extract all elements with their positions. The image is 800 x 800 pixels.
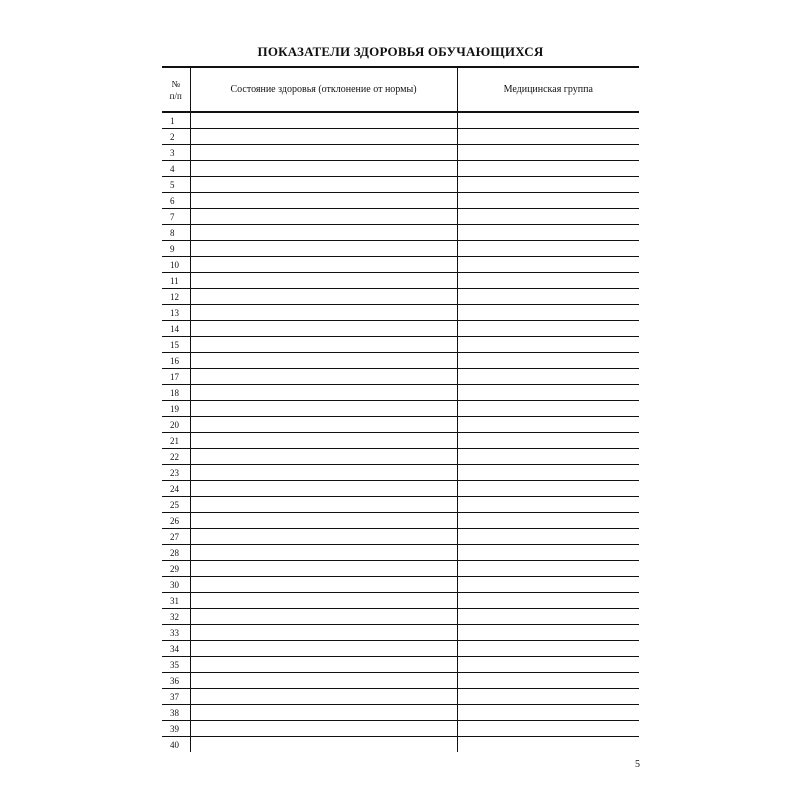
- table-row: [162, 192, 639, 208]
- medical-group-cell[interactable]: [457, 416, 639, 432]
- health-state-cell[interactable]: [190, 144, 457, 160]
- table-row: [162, 688, 639, 704]
- health-state-cell[interactable]: [190, 224, 457, 240]
- medical-group-cell[interactable]: [457, 432, 639, 448]
- medical-group-cell[interactable]: [457, 544, 639, 560]
- health-state-cell[interactable]: [190, 656, 457, 672]
- table-row: [162, 720, 639, 736]
- health-indicators-table: [162, 66, 639, 752]
- health-state-cell[interactable]: [190, 496, 457, 512]
- medical-group-cell[interactable]: [457, 512, 639, 528]
- health-state-cell[interactable]: [190, 544, 457, 560]
- row-number-cell: 18: [162, 384, 190, 400]
- medical-group-cell[interactable]: [457, 608, 639, 624]
- table-row: [162, 640, 639, 656]
- table-row: [162, 352, 639, 368]
- medical-group-cell[interactable]: [457, 208, 639, 224]
- medical-group-cell[interactable]: [457, 592, 639, 608]
- medical-group-cell[interactable]: [457, 624, 639, 640]
- medical-group-cell[interactable]: [457, 128, 639, 144]
- row-number-cell: 12: [162, 288, 190, 304]
- row-number-cell: 14: [162, 320, 190, 336]
- table-row: [162, 656, 639, 672]
- table-row: [162, 240, 639, 256]
- page-number: 5: [635, 759, 640, 770]
- table-row: [162, 368, 639, 384]
- row-number-cell: 36: [162, 672, 190, 688]
- row-number-cell: 24: [162, 480, 190, 496]
- column-header-health-state: Состояние здоровья (отклонение от нормы): [190, 67, 457, 112]
- health-state-cell[interactable]: [190, 160, 457, 176]
- row-number-cell: 35: [162, 656, 190, 672]
- medical-group-cell[interactable]: [457, 720, 639, 736]
- row-number-cell: 6: [162, 192, 190, 208]
- table-row: [162, 464, 639, 480]
- row-number-cell: 13: [162, 304, 190, 320]
- table-row: [162, 448, 639, 464]
- medical-group-cell[interactable]: [457, 272, 639, 288]
- health-state-cell[interactable]: [190, 448, 457, 464]
- health-state-cell[interactable]: [190, 352, 457, 368]
- health-state-cell[interactable]: [190, 384, 457, 400]
- medical-group-cell[interactable]: [457, 240, 639, 256]
- medical-group-cell[interactable]: [457, 528, 639, 544]
- table-row: [162, 304, 639, 320]
- medical-group-cell[interactable]: [457, 320, 639, 336]
- column-header-number: [162, 67, 190, 112]
- medical-group-cell[interactable]: [457, 176, 639, 192]
- medical-group-cell[interactable]: [457, 112, 639, 128]
- health-state-cell[interactable]: [190, 176, 457, 192]
- medical-group-cell[interactable]: [457, 496, 639, 512]
- medical-group-cell[interactable]: [457, 704, 639, 720]
- health-state-cell[interactable]: [190, 736, 457, 752]
- row-number-cell: 37: [162, 688, 190, 704]
- health-state-cell[interactable]: [190, 464, 457, 480]
- column-header-number-symbol: №: [171, 78, 181, 89]
- medical-group-cell[interactable]: [457, 384, 639, 400]
- medical-group-cell[interactable]: [457, 400, 639, 416]
- medical-group-cell[interactable]: [457, 688, 639, 704]
- table-row: [162, 144, 639, 160]
- table-row: [162, 224, 639, 240]
- health-state-cell[interactable]: [190, 336, 457, 352]
- table-row: [162, 208, 639, 224]
- row-number-cell: 26: [162, 512, 190, 528]
- health-state-cell[interactable]: [190, 288, 457, 304]
- health-state-cell[interactable]: [190, 320, 457, 336]
- health-state-cell[interactable]: [190, 400, 457, 416]
- health-state-cell[interactable]: [190, 704, 457, 720]
- table-row: [162, 432, 639, 448]
- health-state-cell[interactable]: [190, 480, 457, 496]
- table-row: [162, 320, 639, 336]
- row-number-cell: 15: [162, 336, 190, 352]
- table-row: [162, 624, 639, 640]
- table-row: [162, 256, 639, 272]
- row-number-cell: 34: [162, 640, 190, 656]
- table-row: [162, 672, 639, 688]
- health-state-cell[interactable]: [190, 720, 457, 736]
- health-state-cell[interactable]: [190, 240, 457, 256]
- row-number-cell: 30: [162, 576, 190, 592]
- health-state-cell[interactable]: [190, 112, 457, 128]
- table-row: [162, 560, 639, 576]
- row-number-cell: 5: [162, 176, 190, 192]
- table-row: [162, 160, 639, 176]
- medical-group-cell[interactable]: [457, 336, 639, 352]
- medical-group-cell[interactable]: [457, 464, 639, 480]
- table-row: [162, 544, 639, 560]
- table-row: [162, 400, 639, 416]
- row-number-cell: 21: [162, 432, 190, 448]
- table-row: [162, 512, 639, 528]
- table-row: [162, 736, 639, 752]
- medical-group-cell[interactable]: [457, 160, 639, 176]
- health-state-cell[interactable]: [190, 560, 457, 576]
- table-body: [162, 112, 639, 752]
- medical-group-cell[interactable]: [457, 144, 639, 160]
- health-state-cell[interactable]: [190, 368, 457, 384]
- row-number-cell: 28: [162, 544, 190, 560]
- health-state-cell[interactable]: [190, 528, 457, 544]
- table-row: [162, 480, 639, 496]
- health-state-cell[interactable]: [190, 432, 457, 448]
- table-row: [162, 272, 639, 288]
- health-state-cell[interactable]: [190, 640, 457, 656]
- table-row: [162, 608, 639, 624]
- row-number-cell: 39: [162, 720, 190, 736]
- medical-group-cell[interactable]: [457, 352, 639, 368]
- health-state-cell[interactable]: [190, 128, 457, 144]
- medical-group-cell[interactable]: [457, 288, 639, 304]
- health-state-cell[interactable]: [190, 688, 457, 704]
- row-number-cell: 33: [162, 624, 190, 640]
- row-number-cell: 27: [162, 528, 190, 544]
- row-number-cell: 25: [162, 496, 190, 512]
- table-row: [162, 176, 639, 192]
- medical-group-cell[interactable]: [457, 480, 639, 496]
- row-number-cell: 1: [162, 112, 190, 128]
- row-number-cell: 17: [162, 368, 190, 384]
- health-state-cell[interactable]: [190, 512, 457, 528]
- medical-group-cell[interactable]: [457, 656, 639, 672]
- medical-group-cell[interactable]: [457, 304, 639, 320]
- health-state-cell[interactable]: [190, 416, 457, 432]
- table-row: [162, 112, 639, 128]
- medical-group-cell[interactable]: [457, 672, 639, 688]
- medical-group-cell[interactable]: [457, 736, 639, 752]
- table-row: [162, 576, 639, 592]
- row-number-cell: 8: [162, 224, 190, 240]
- table-row: [162, 128, 639, 144]
- row-number-cell: 20: [162, 416, 190, 432]
- table-row: [162, 704, 639, 720]
- row-number-cell: 16: [162, 352, 190, 368]
- table-row: [162, 384, 639, 400]
- row-number-cell: 11: [162, 272, 190, 288]
- table-row: [162, 416, 639, 432]
- health-state-cell[interactable]: [190, 208, 457, 224]
- row-number-cell: 22: [162, 448, 190, 464]
- column-header-medical-group: Медицинская группа: [457, 67, 639, 112]
- row-number-cell: 7: [162, 208, 190, 224]
- health-state-cell[interactable]: [190, 256, 457, 272]
- row-number-cell: 38: [162, 704, 190, 720]
- health-state-cell[interactable]: [190, 672, 457, 688]
- health-state-cell[interactable]: [190, 608, 457, 624]
- medical-group-cell[interactable]: [457, 224, 639, 240]
- health-state-cell[interactable]: [190, 272, 457, 288]
- table-row: [162, 496, 639, 512]
- column-header-number-abbr: п/п: [169, 90, 182, 101]
- medical-group-cell[interactable]: [457, 192, 639, 208]
- row-number-cell: 2: [162, 128, 190, 144]
- health-state-cell[interactable]: [190, 304, 457, 320]
- row-number-cell: 4: [162, 160, 190, 176]
- medical-group-cell[interactable]: [457, 560, 639, 576]
- row-number-cell: 31: [162, 592, 190, 608]
- table-row: [162, 528, 639, 544]
- table-row: [162, 592, 639, 608]
- table-row: [162, 336, 639, 352]
- medical-group-cell[interactable]: [457, 368, 639, 384]
- row-number-cell: 10: [162, 256, 190, 272]
- row-number-cell: 29: [162, 560, 190, 576]
- medical-group-cell[interactable]: [457, 640, 639, 656]
- health-state-cell[interactable]: [190, 576, 457, 592]
- medical-group-cell[interactable]: [457, 448, 639, 464]
- page-title: ПОКАЗАТЕЛИ ЗДОРОВЬЯ ОБУЧАЮЩИХСЯ: [257, 44, 544, 59]
- health-state-cell[interactable]: [190, 192, 457, 208]
- row-number-cell: 40: [162, 736, 190, 752]
- health-state-cell[interactable]: [190, 624, 457, 640]
- health-state-cell[interactable]: [190, 592, 457, 608]
- medical-group-cell[interactable]: [457, 256, 639, 272]
- row-number-cell: 32: [162, 608, 190, 624]
- table-header-row: [162, 67, 639, 112]
- row-number-cell: 3: [162, 144, 190, 160]
- table-row: [162, 288, 639, 304]
- row-number-cell: 9: [162, 240, 190, 256]
- row-number-cell: 23: [162, 464, 190, 480]
- medical-group-cell[interactable]: [457, 576, 639, 592]
- row-number-cell: 19: [162, 400, 190, 416]
